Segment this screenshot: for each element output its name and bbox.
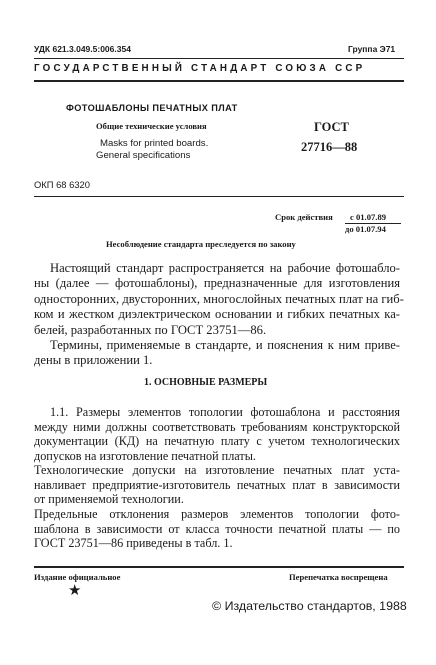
udk-code: УДК 621.3.049.5:006.354 — [34, 44, 131, 54]
clause-1-1-line: 1.1. Размеры элементов топологии фотошаблона и расстояния — [50, 405, 400, 419]
english-title-line-1: Masks for printed boards. — [100, 138, 209, 149]
terms-paragraph — [34, 338, 400, 369]
english-title-line-2: General specifications — [96, 150, 191, 161]
clause-1-1-line: между ними должны соответствовать требованиям конструкторской — [34, 419, 400, 434]
intro-line: односторонних, двусторонних, многослойных печатных плат на гиб- — [34, 291, 404, 306]
clause-1-1-line: допусков на изготовление печатной платы. — [34, 448, 256, 463]
validity-from: с 01.07.89 — [350, 212, 387, 222]
tech-tolerances-line: от применяемой технологии. — [34, 492, 184, 507]
tech-tolerances-line: Технологические допуски на изготовление печатных плат уста- — [34, 463, 400, 477]
state-standard-banner: ГОСУДАРСТВЕННЫЙ СТАНДАРТ СОЮЗА ССР — [34, 63, 366, 74]
footer-rule — [34, 566, 404, 568]
document-subtitle: Общие технические условия — [96, 121, 207, 131]
reprint-prohibited: Перепечатка воспрещена — [289, 572, 388, 582]
limit-deviations-line: ГОСТ 23751—86 приведены в табл. 1. — [34, 536, 233, 551]
terms-line: дены в приложении 1. — [34, 353, 153, 368]
intro-line: ком и жестком диэлектрическом основании и гибких печатных ка- — [34, 307, 400, 322]
section-heading: 1. ОСНОВНЫЕ РАЗМЕРЫ — [144, 377, 268, 388]
clause-1-1 — [34, 405, 400, 463]
header-rule-top — [34, 58, 404, 59]
tech-tolerances-line: навливает предприятие-изготовитель печатных плат в зависимости — [34, 477, 400, 492]
intro-paragraph — [34, 261, 404, 338]
terms-line: Термины, применяемые в стандарте, и пояснения к ним приве- — [50, 338, 400, 352]
tech-tolerances-paragraph — [34, 463, 400, 507]
document-title: ФОТОШАБЛОНЫ ПЕЧАТНЫХ ПЛАТ — [66, 103, 238, 113]
validity-label: Срок действия — [275, 212, 333, 222]
okp-rule — [34, 196, 404, 197]
limit-deviations-line: Предельные отклонения размеров элементов топологии фото- — [34, 507, 400, 521]
okp-code: ОКП 68 6320 — [34, 179, 90, 190]
intro-line: Настоящий стандарт распространяется на рабочие фотошабло- — [50, 261, 400, 275]
gost-number: 27716—88 — [301, 140, 358, 154]
validity-to: до 01.07.94 — [345, 224, 386, 234]
limit-deviations-line: шаблона в зависимости от класса точности печатной платы — по — [34, 521, 400, 536]
copyright-notice: © Издательство стандартов, 1988 — [212, 599, 407, 613]
header-rule-bottom — [34, 80, 404, 82]
clause-1-1-line: документации (КД) на печатную плату с учетом технологических — [34, 434, 400, 449]
gost-label: ГОСТ — [314, 120, 349, 134]
official-edition: Издание официальное — [34, 572, 121, 582]
limit-deviations-paragraph — [34, 507, 400, 551]
legal-notice: Несоблюдение стандарта преследуется по закону — [106, 239, 296, 249]
intro-line: ны (далее — фотошаблоны), предназначенные для изготовления — [34, 276, 400, 291]
intro-line: белей, разработанных по ГОСТ 23751—86. — [34, 322, 267, 337]
group-code: Группа Э71 — [348, 44, 396, 54]
star-icon: ★ — [68, 581, 82, 599]
